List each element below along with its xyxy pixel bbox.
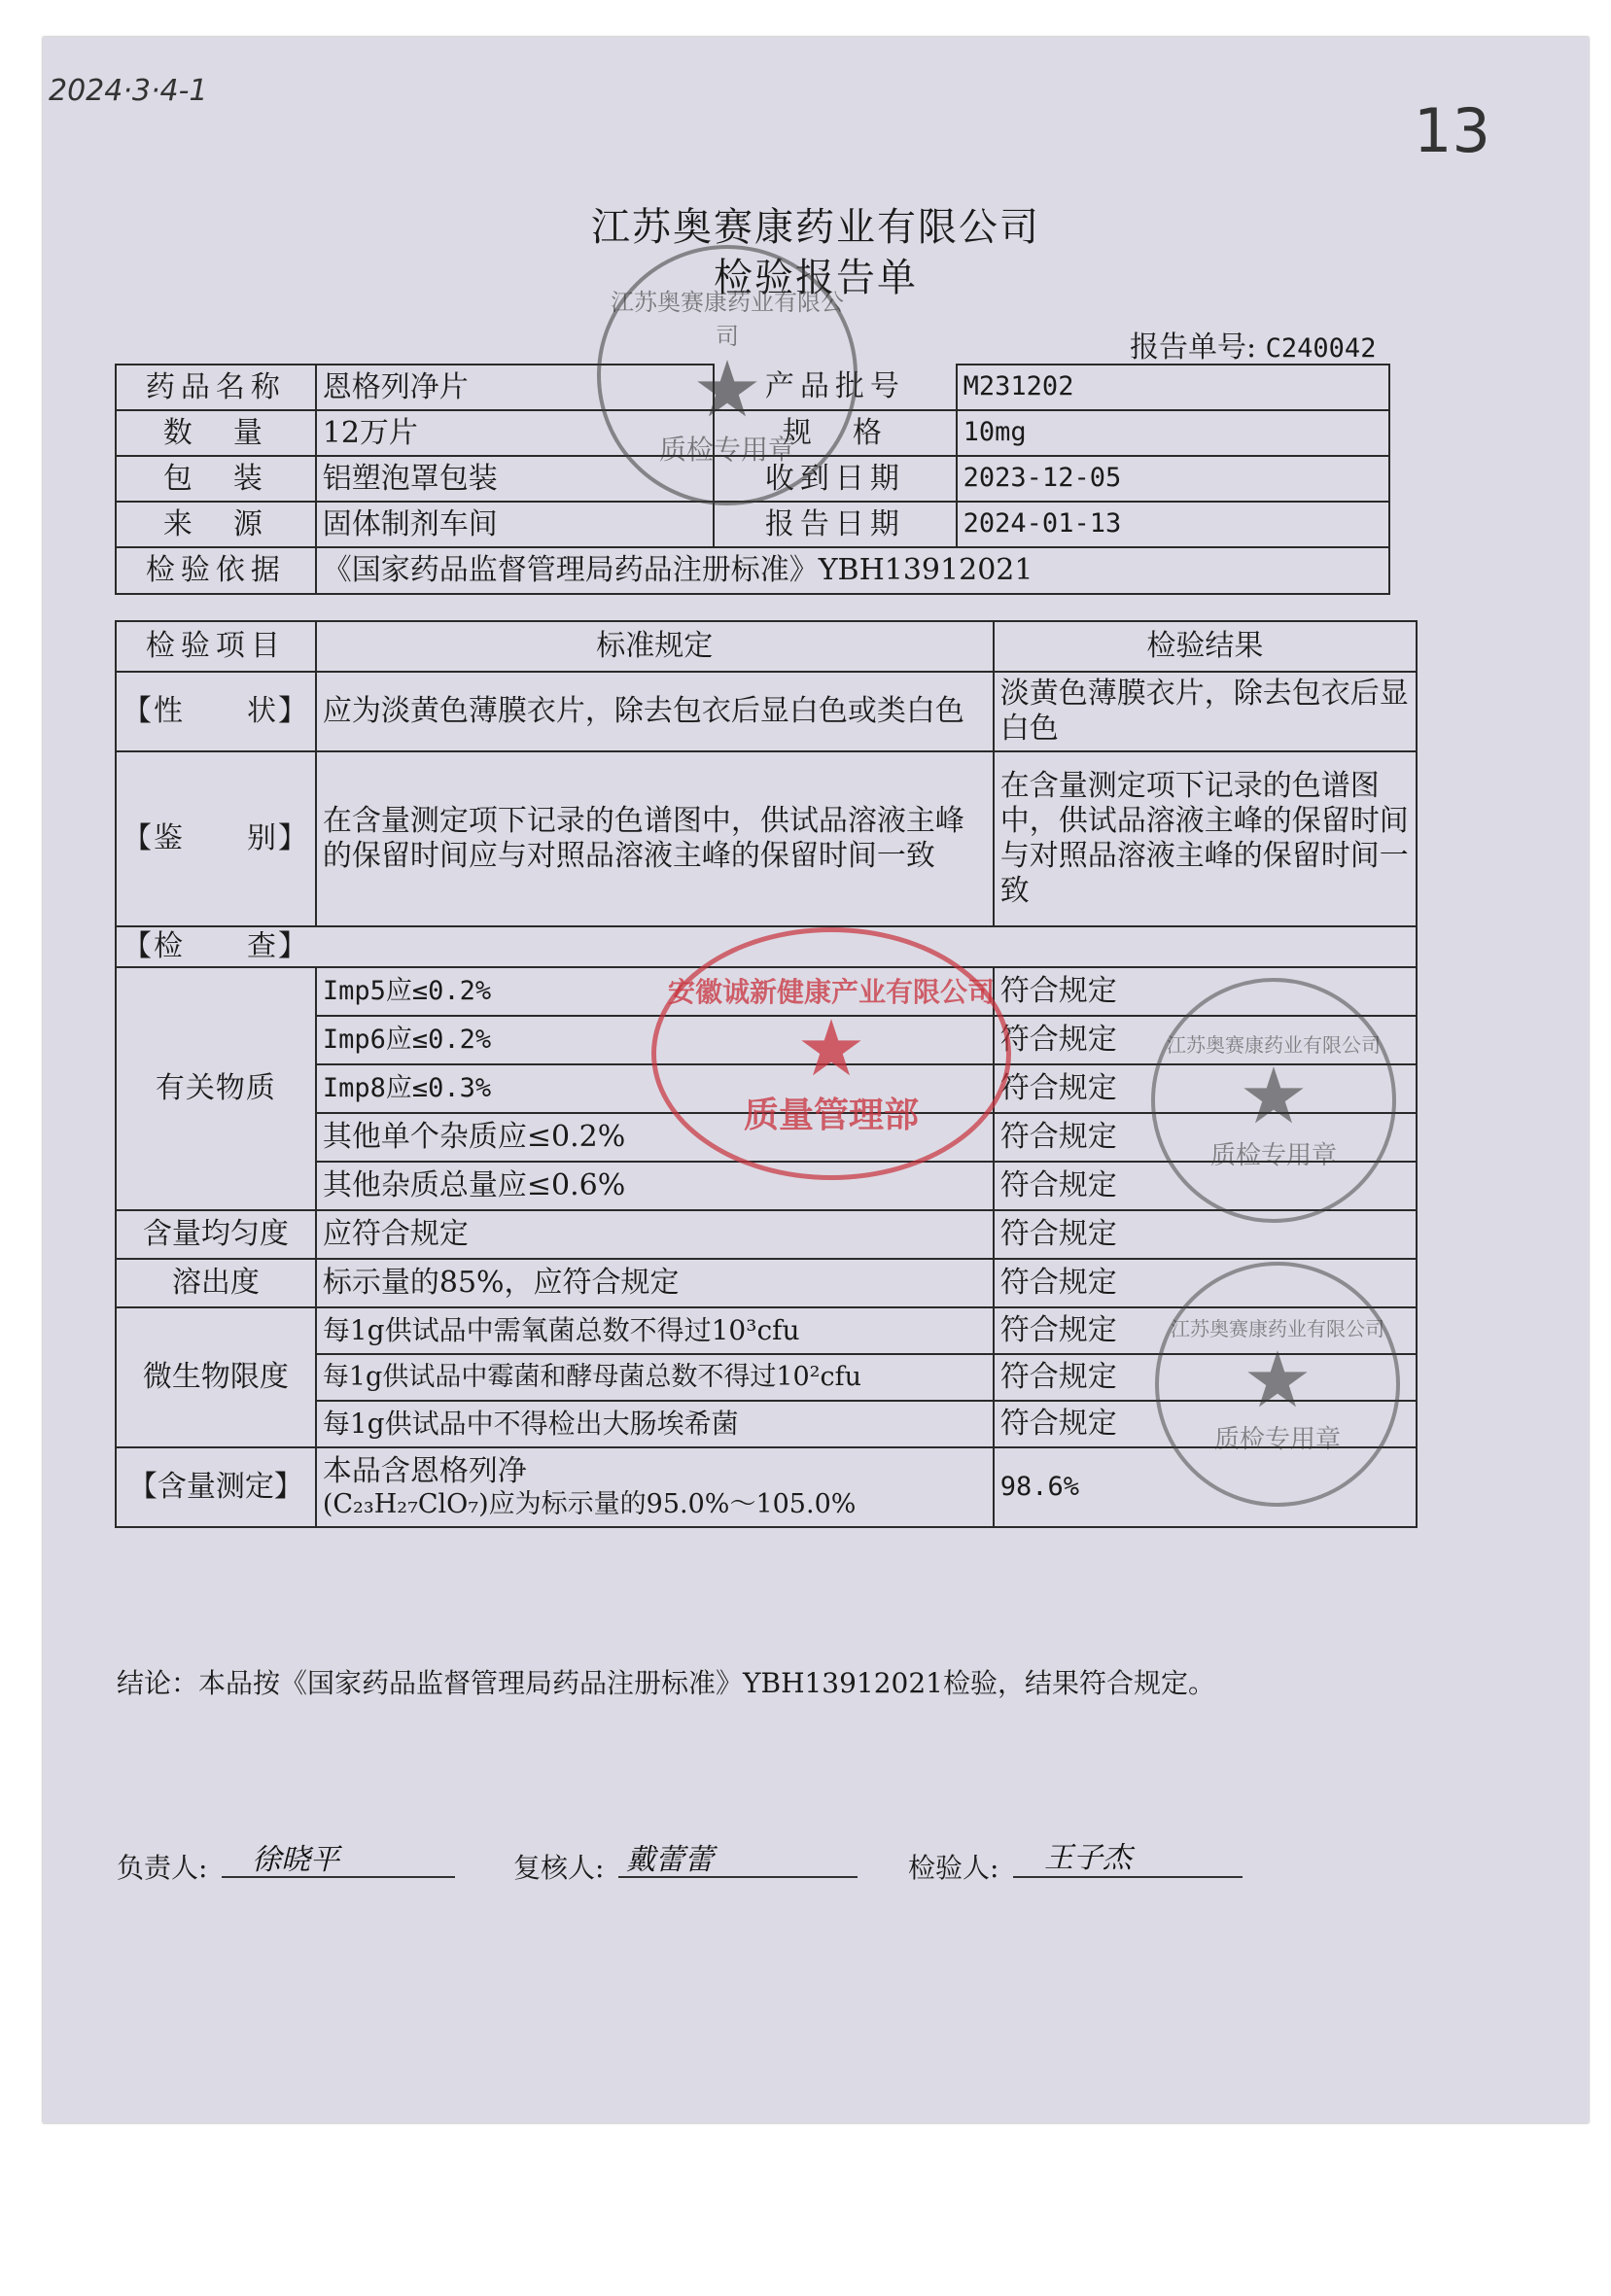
received-value: 2023-12-05 xyxy=(957,456,1389,502)
related-result: 符合规定 xyxy=(994,967,1417,1016)
report-number-label: 报告单号: xyxy=(1130,330,1257,365)
drug-name-value: 恩格列净片 xyxy=(316,365,714,410)
identification-result: 在含量测定项下记录的色谱图中，供试品溶液主峰的保留时间与对照品溶液主峰的保留时间一致 xyxy=(994,751,1417,926)
related-standard: Imp5应≤0.2% xyxy=(316,967,994,1016)
star-icon: ★ xyxy=(1239,1051,1309,1141)
quantity-value: 12万片 xyxy=(316,410,714,456)
report-date-label: 报告日期 xyxy=(714,502,957,547)
check-label: 【检 查】 xyxy=(116,926,1417,967)
report-date-value: 2024-01-13 xyxy=(957,502,1389,547)
quality-stamp-right-upper: 江苏奥赛康药业有限公司 ★ 质检专用章 xyxy=(1151,978,1396,1223)
related-standard: 其他杂质总量应≤0.6% xyxy=(316,1162,994,1210)
related-result: 符合规定 xyxy=(994,1064,1417,1113)
header-standard: 标准规定 xyxy=(316,621,994,672)
microbial-standard: 每1g供试品中不得检出大肠埃希菌 xyxy=(316,1401,994,1447)
received-label: 收到日期 xyxy=(714,456,957,502)
related-standard: 其他单个杂质应≤0.2% xyxy=(316,1113,994,1162)
uniformity-standard: 应符合规定 xyxy=(316,1210,994,1259)
report-number-value: C240042 xyxy=(1265,333,1377,364)
page-number: 13 xyxy=(1414,95,1490,166)
microbial-label: 微生物限度 xyxy=(116,1307,316,1447)
package-label: 包 装 xyxy=(116,456,316,502)
package-value: 铝塑泡罩包装 xyxy=(316,456,714,502)
handwritten-date: 2024·3·4-1 xyxy=(49,74,208,108)
assay-standard-line1: 本品含恩格列净 xyxy=(322,1453,527,1488)
assay-result: 98.6% xyxy=(994,1447,1417,1527)
quality-stamp-right-lower: 江苏奥赛康药业有限公司 ★ 质检专用章 xyxy=(1155,1262,1400,1507)
related-standard: Imp8应≤0.3% xyxy=(316,1064,994,1113)
appearance-result: 淡黄色薄膜衣片，除去包衣后显白色 xyxy=(994,672,1417,751)
assay-label: 【含量测定】 xyxy=(116,1447,316,1527)
star-icon: ★ xyxy=(692,344,762,435)
spec-value: 10mg xyxy=(957,410,1389,456)
star-icon: ★ xyxy=(1243,1335,1313,1425)
microbial-standard: 每1g供试品中霉菌和酵母菌总数不得过10²cfu xyxy=(316,1354,994,1401)
dissolution-standard: 标示量的85%，应符合规定 xyxy=(316,1259,994,1307)
inspector-label: 检验人: xyxy=(908,1852,999,1884)
dissolution-label: 溶出度 xyxy=(116,1259,316,1307)
quality-stamp-top: 江苏奥赛康药业有限公司 ★ 质检专用章 xyxy=(597,245,858,505)
report-number xyxy=(1130,323,1376,365)
identification-label: 【鉴 别】 xyxy=(116,751,316,926)
batch-label: 产品批号 xyxy=(714,365,957,410)
microbial-result: 符合规定 xyxy=(994,1354,1417,1401)
qa-department-stamp: 安徽诚新健康产业有限公司 ★ 质量管理部 xyxy=(651,927,1011,1180)
conclusion: 结论：本品按《国家药品监督管理局药品注册标准》YBH13912021检验，结果符合规定。 xyxy=(117,1667,1215,1699)
header-result: 检验结果 xyxy=(994,621,1417,672)
batch-value: M231202 xyxy=(957,365,1389,410)
star-icon: ★ xyxy=(796,1002,866,1094)
basis-value: 《国家药品监督管理局药品注册标准》YBH13912021 xyxy=(316,547,1389,594)
reviewer-label: 复核人: xyxy=(513,1852,605,1884)
uniformity-label: 含量均匀度 xyxy=(116,1210,316,1259)
company-name: 江苏奥赛康药业有限公司 xyxy=(591,205,1040,250)
basis-label: 检验依据 xyxy=(116,547,316,594)
related-result: 符合规定 xyxy=(994,1162,1417,1210)
related-result: 符合规定 xyxy=(994,1113,1417,1162)
identification-standard: 在含量测定项下记录的色谱图中，供试品溶液主峰的保留时间应与对照品溶液主峰的保留时间一致 xyxy=(316,751,994,926)
microbial-standard: 每1g供试品中需氧菌总数不得过10³cfu xyxy=(316,1307,994,1354)
related-result: 符合规定 xyxy=(994,1016,1417,1064)
inspector-signature: 王子杰 xyxy=(1044,1841,1132,1875)
appearance-label: 【性 状】 xyxy=(116,672,316,751)
responsible-label: 负责人: xyxy=(117,1852,208,1884)
drug-name-label: 药品名称 xyxy=(116,365,316,410)
related-substances-label: 有关物质 xyxy=(116,967,316,1210)
uniformity-result: 符合规定 xyxy=(994,1210,1417,1259)
header-item: 检验项目 xyxy=(116,621,316,672)
reviewer-signature: 戴蕾蕾 xyxy=(626,1843,714,1877)
report-paper xyxy=(43,37,1589,2123)
related-standard: Imp6应≤0.2% xyxy=(316,1016,994,1064)
dissolution-result: 符合规定 xyxy=(994,1259,1417,1307)
source-label: 来 源 xyxy=(116,502,316,547)
report-title: 检验报告单 xyxy=(714,256,918,300)
spec-label: 规 格 xyxy=(714,410,957,456)
microbial-result: 符合规定 xyxy=(994,1307,1417,1354)
microbial-result: 符合规定 xyxy=(994,1401,1417,1447)
quantity-label: 数 量 xyxy=(116,410,316,456)
source-value: 固体制剂车间 xyxy=(316,502,714,547)
responsible-signature: 徐晓平 xyxy=(252,1843,339,1877)
appearance-standard: 应为淡黄色薄膜衣片，除去包衣后显白色或类白色 xyxy=(316,672,994,751)
assay-standard-line2: (C₂₃H₂₇ClO₇)应为标示量的95.0%～105.0% xyxy=(322,1488,857,1519)
